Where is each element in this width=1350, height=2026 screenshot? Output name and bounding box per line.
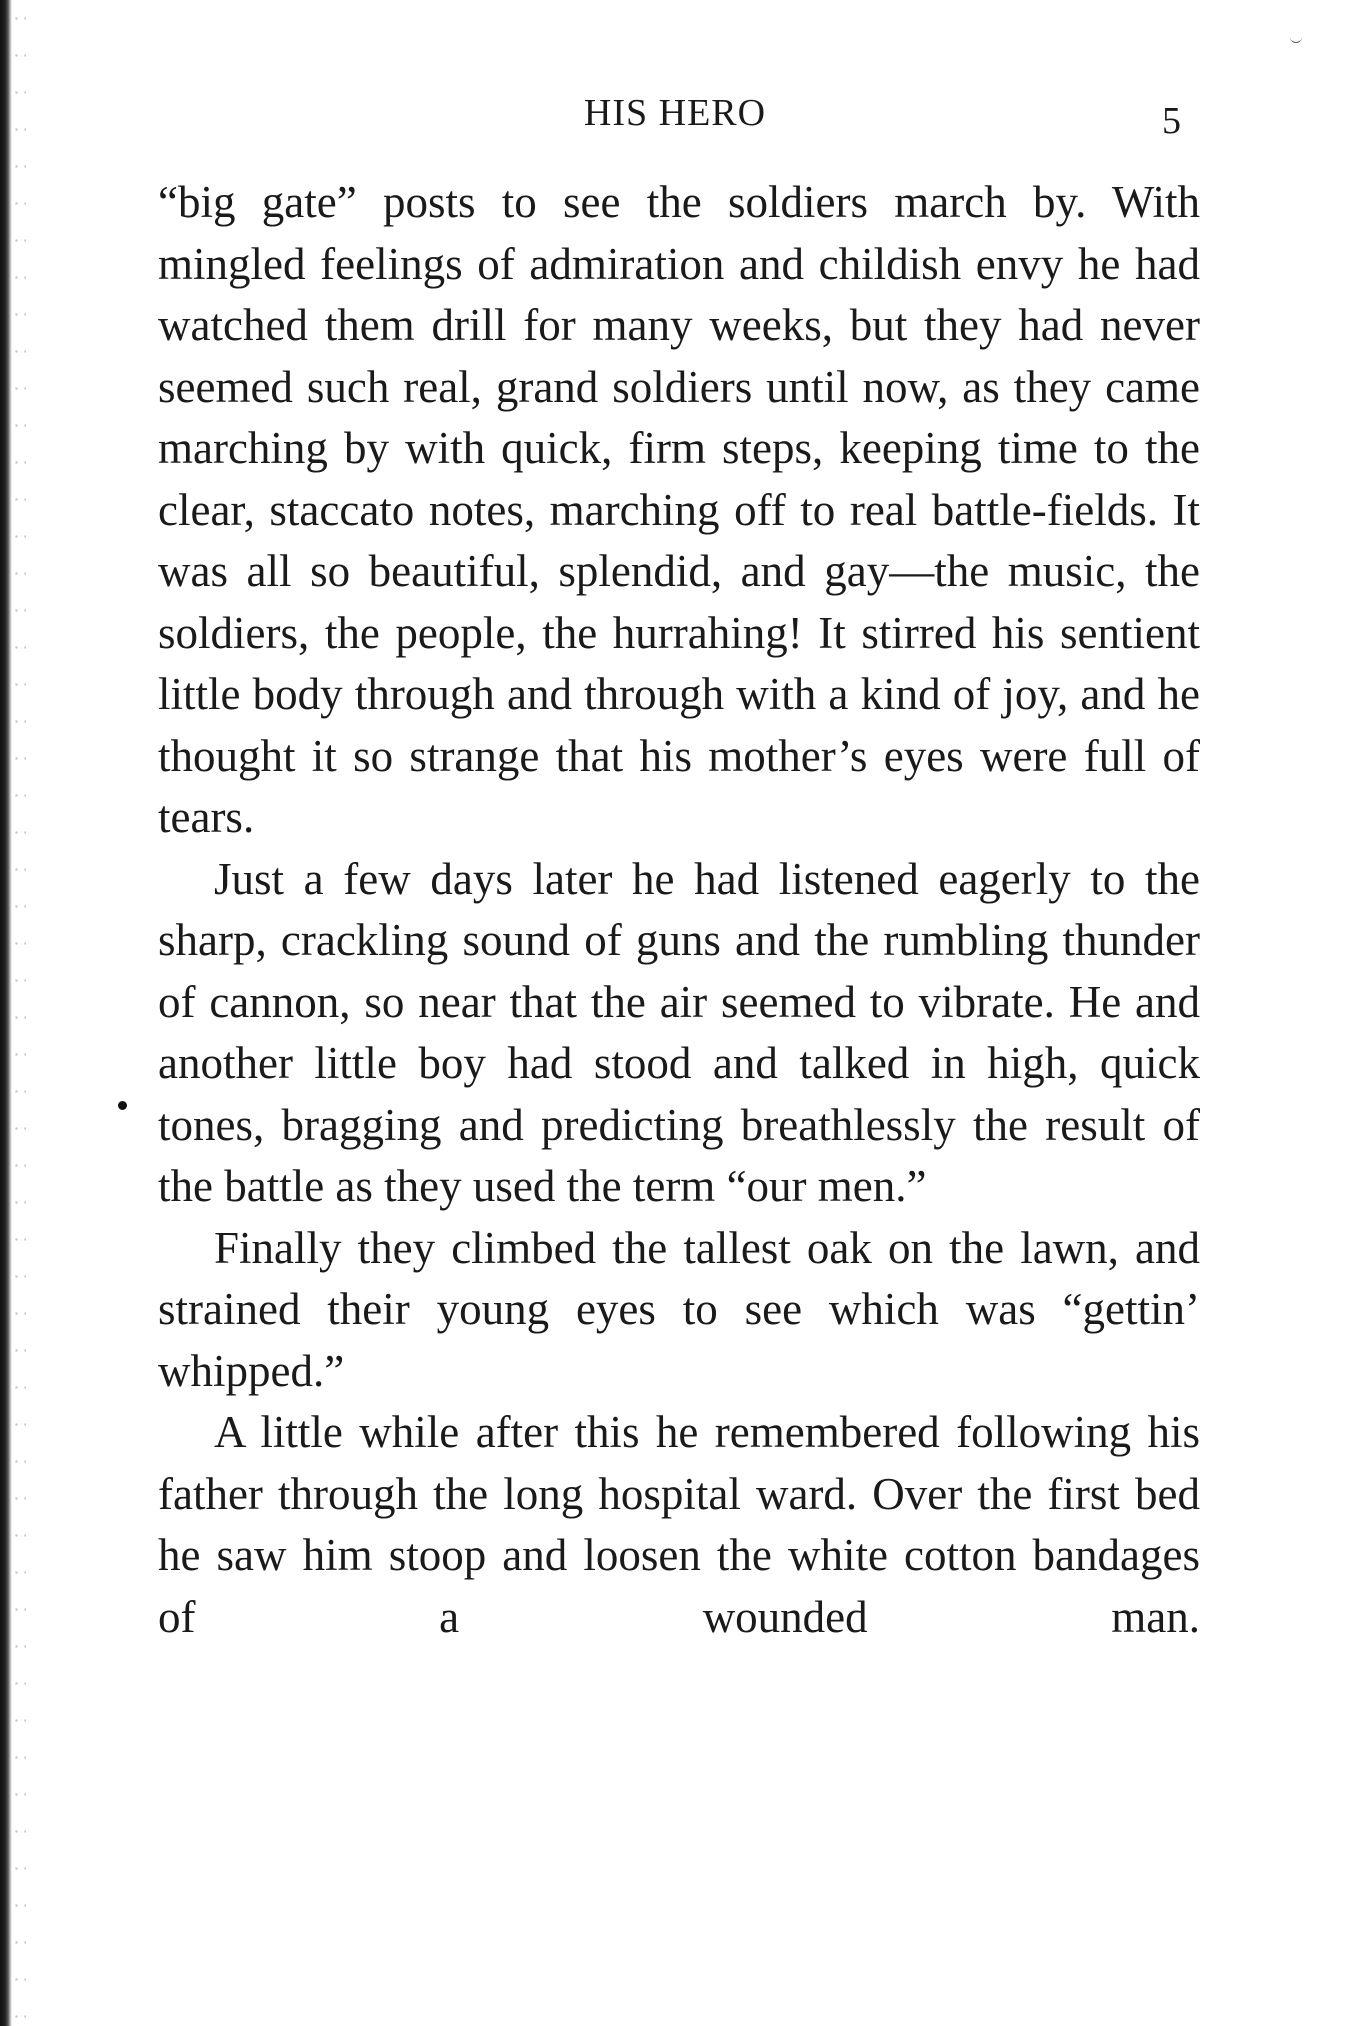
corner-mark bbox=[1290, 36, 1302, 43]
binding-edge bbox=[0, 0, 12, 2026]
ink-speck bbox=[118, 1101, 127, 1110]
running-head bbox=[0, 88, 1350, 142]
running-title: HIS HERO bbox=[583, 92, 767, 134]
body-text bbox=[158, 172, 1200, 1648]
paragraph-3: Finally they climbed the tallest oak on the lawn, and strained their young eyes to see which was “gettin’ whipped.” bbox=[158, 1222, 1200, 1396]
binding-specks bbox=[12, 0, 26, 2026]
paragraph-1: “big gate” posts to see the soldiers march by. With mingled feelings of admiration and childish envy he had watched them drill for many weeks, but they had never seemed such real, grand soldiers until now, as they came marching by with quick, firm steps, keeping time to the clear, staccato notes, marching off to real battle-fields. It was all so beautiful, splendid, and gay—the music, the soldiers, the people, the hurrahing! It stirred his sentient little body through and through with a kind of joy, and he thought it so strange that his mother’s eyes were full of tears. bbox=[158, 177, 1200, 842]
paragraph-4: A little while after this he remembered following his father through the long hospital ward. Over the first bed he saw him stoop and loosen the white cotton bandages of a wounded man. bbox=[158, 1407, 1200, 1642]
page-number: 5 bbox=[1162, 100, 1181, 142]
paragraph-2: Just a few days later he had listened eagerly to the sharp, crackling sound of guns and the rumbling thunder of cannon, so near that the air seemed to vibrate. He and another little boy had stood and talked in high, quick tones, bragging and predicting breathlessly the result of the battle as they used the term “our men.” bbox=[158, 853, 1200, 1211]
